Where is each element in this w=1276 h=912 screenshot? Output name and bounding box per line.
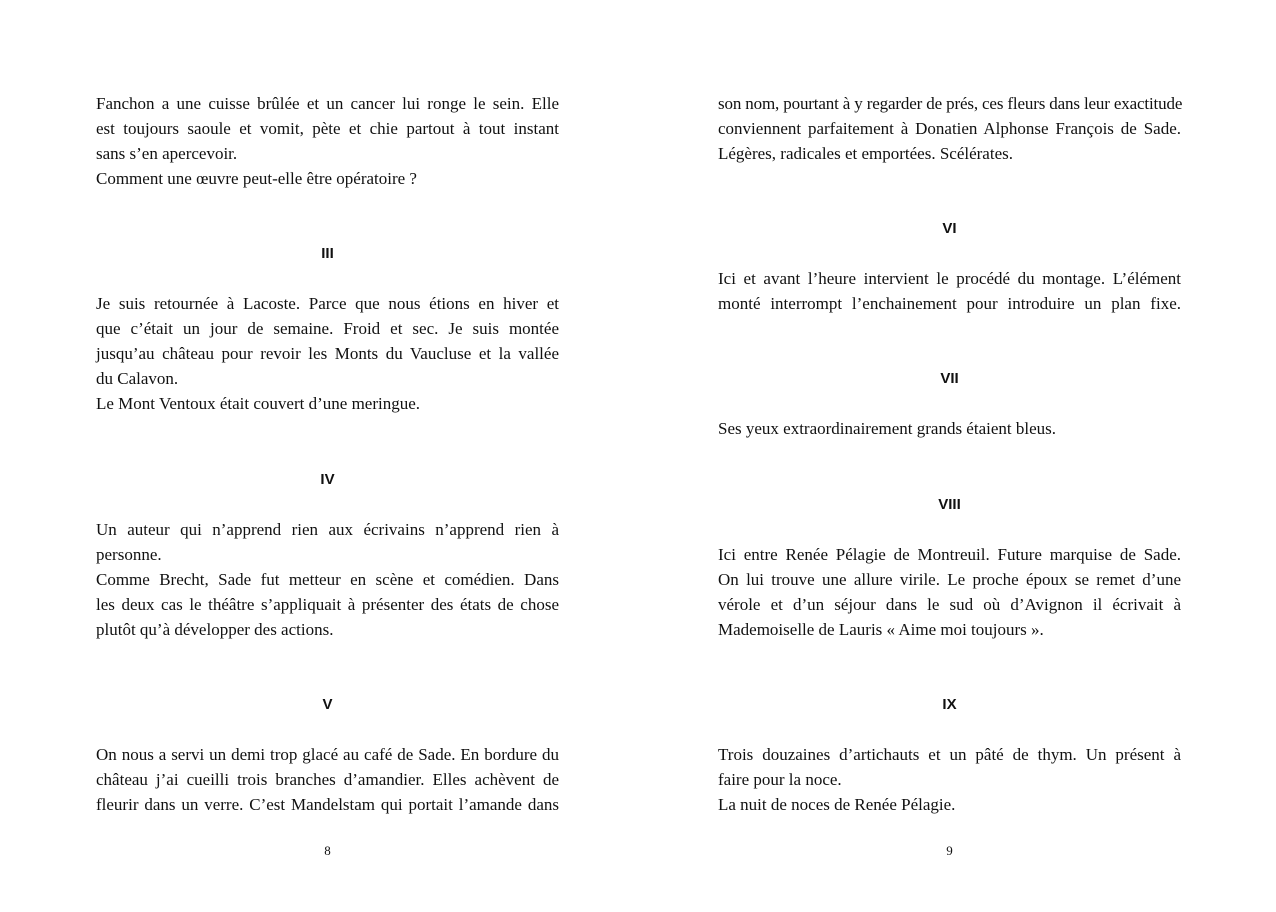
left-page xyxy=(96,0,559,912)
text-line: monté interrompt l’enchainement pour introduire un plan fixe. xyxy=(718,294,1181,313)
text-line: du Calavon. xyxy=(96,369,179,388)
text-line: Ici entre Renée Pélagie de Montreuil. Future marquise de Sade. xyxy=(718,545,1181,564)
text-line: Ses yeux extraordinairement grands étaient bleus. xyxy=(718,419,1056,438)
page-number: 8 xyxy=(324,843,331,858)
text-line: faire pour la noce. xyxy=(718,770,842,789)
text-line: personne. xyxy=(96,545,162,564)
text-line: Trois douzaines d’artichauts et un pâté de thym. Un présent à xyxy=(718,745,1181,764)
text-line: plutôt qu’à développer des actions. xyxy=(96,620,334,639)
text-line: conviennent parfaitement à Donatien Alphonse François de Sade. xyxy=(718,119,1181,138)
text-line: son nom, pourtant à y regarder de prés, ces fleurs dans leur exactitude xyxy=(718,94,1183,113)
text-line: Fanchon a une cuisse brûlée et un cancer lui ronge le sein. Elle xyxy=(96,94,559,113)
section-heading-vii: VII xyxy=(940,370,959,387)
text-line: est toujours saoule et vomit, pète et chie partout à tout instant xyxy=(96,119,559,138)
text-line: Comme Brecht, Sade fut metteur en scène et comédien. Dans xyxy=(96,570,559,589)
text-line: château j’ai cueilli trois branches d’amandier. Elles achèvent de xyxy=(96,770,559,789)
section-heading-iv: IV xyxy=(320,471,335,488)
text-line: que c’était un jour de semaine. Froid et sec. Je suis montée xyxy=(96,319,559,338)
text-line: fleurir dans un verre. C’est Mandelstam qui portait l’amande dans xyxy=(96,795,559,814)
text-line: Ici et avant l’heure intervient le procédé du montage. L’élément xyxy=(718,269,1181,288)
text-line: La nuit de noces de Renée Pélagie. xyxy=(718,795,956,814)
text-line: les deux cas le théâtre s’appliquait à présenter des états de chose xyxy=(96,595,559,614)
text-line: sans s’en apercevoir. xyxy=(96,144,238,163)
text-line: Comment une œuvre peut-elle être opératoire ? xyxy=(96,169,417,188)
section-heading-ix: IX xyxy=(942,696,957,713)
section-heading-v: V xyxy=(322,696,333,713)
text-line: vérole et d’un séjour dans le sud où d’Avignon il écrivait à xyxy=(718,595,1181,614)
text-line: Un auteur qui n’apprend rien aux écrivains n’apprend rien à xyxy=(96,520,559,539)
text-line: jusqu’au château pour revoir les Monts du Vaucluse et la vallée xyxy=(96,344,559,363)
text-line: On lui trouve une allure virile. Le proche époux se remet d’une xyxy=(718,570,1181,589)
right-page xyxy=(718,0,1181,912)
text-line: Je suis retournée à Lacoste. Parce que nous étions en hiver et xyxy=(96,294,559,313)
text-line: Légères, radicales et emportées. Scélérates. xyxy=(718,144,1013,163)
section-heading-vi: VI xyxy=(942,220,957,237)
text-line: Le Mont Ventoux était couvert d’une meringue. xyxy=(96,394,421,413)
section-heading-viii: VIII xyxy=(938,496,961,513)
text-line: Mademoiselle de Lauris « Aime moi toujours ». xyxy=(718,620,1044,639)
page-number: 9 xyxy=(946,843,953,858)
section-heading-iii: III xyxy=(321,245,334,262)
text-line: On nous a servi un demi trop glacé au café de Sade. En bordure du xyxy=(96,745,559,764)
